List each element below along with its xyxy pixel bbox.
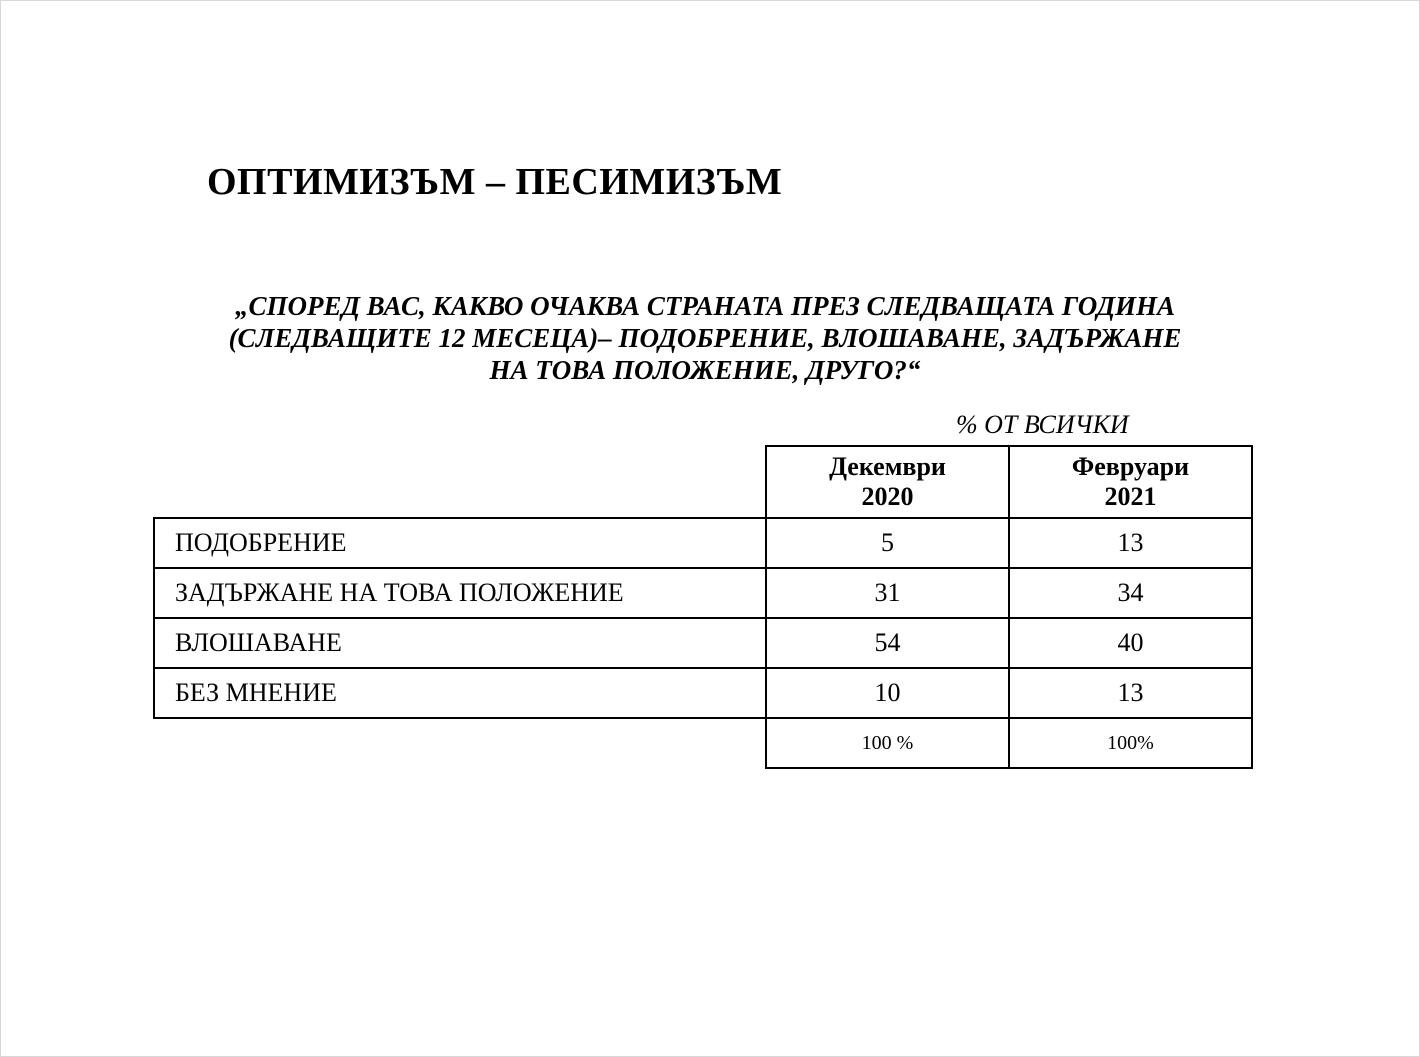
table-row — [154, 518, 1252, 568]
total-value: 100% — [1009, 718, 1252, 768]
totals-row — [154, 718, 1252, 768]
row-value: 34 — [1009, 568, 1252, 618]
table-row — [154, 668, 1252, 718]
row-value: 54 — [766, 618, 1009, 668]
row-label: БЕЗ МНЕНИЕ — [154, 668, 766, 718]
row-value: 40 — [1009, 618, 1252, 668]
column-header-february-2021 — [1009, 446, 1252, 518]
header-empty-cell — [154, 446, 766, 518]
column-header-month: Декември — [829, 452, 946, 481]
survey-question — [150, 290, 1260, 386]
total-value: 100 % — [766, 718, 1009, 768]
table-header-row — [154, 446, 1252, 518]
row-label: ПОДОБРЕНИЕ — [154, 518, 766, 568]
table-row — [154, 568, 1252, 618]
row-value: 13 — [1009, 518, 1252, 568]
row-value: 13 — [1009, 668, 1252, 718]
column-header-year: 2021 — [1104, 482, 1157, 511]
column-header-year: 2020 — [861, 482, 914, 511]
column-header-december-2020 — [766, 446, 1009, 518]
results-table — [153, 445, 1253, 769]
row-value: 10 — [766, 668, 1009, 718]
question-line-3: НА ТОВА ПОЛОЖЕНИЕ, ДРУГО?“ — [489, 355, 921, 385]
row-value: 31 — [766, 568, 1009, 618]
question-line-2: (СЛЕДВАЩИТЕ 12 МЕСЕЦА)– ПОДОБРЕНИЕ, ВЛОШАВАНЕ, ЗАДЪРЖАНЕ — [228, 323, 1182, 353]
table-row — [154, 618, 1252, 668]
page-title: ОПТИМИЗЪМ – ПЕСИМИЗЪМ — [207, 161, 783, 203]
question-line-1: „СПОРЕД ВАС, КАКВО ОЧАКВА СТРАНАТА ПРЕЗ СЛЕДВАЩАТА ГОДИНА — [234, 291, 1176, 321]
totals-empty-cell — [154, 718, 766, 768]
base-note: % ОТ ВСИЧКИ — [956, 410, 1129, 439]
row-label: ВЛОШАВАНЕ — [154, 618, 766, 668]
row-value: 5 — [766, 518, 1009, 568]
row-label: ЗАДЪРЖАНЕ НА ТОВА ПОЛОЖЕНИЕ — [154, 568, 766, 618]
column-header-month: Февруари — [1071, 452, 1190, 481]
